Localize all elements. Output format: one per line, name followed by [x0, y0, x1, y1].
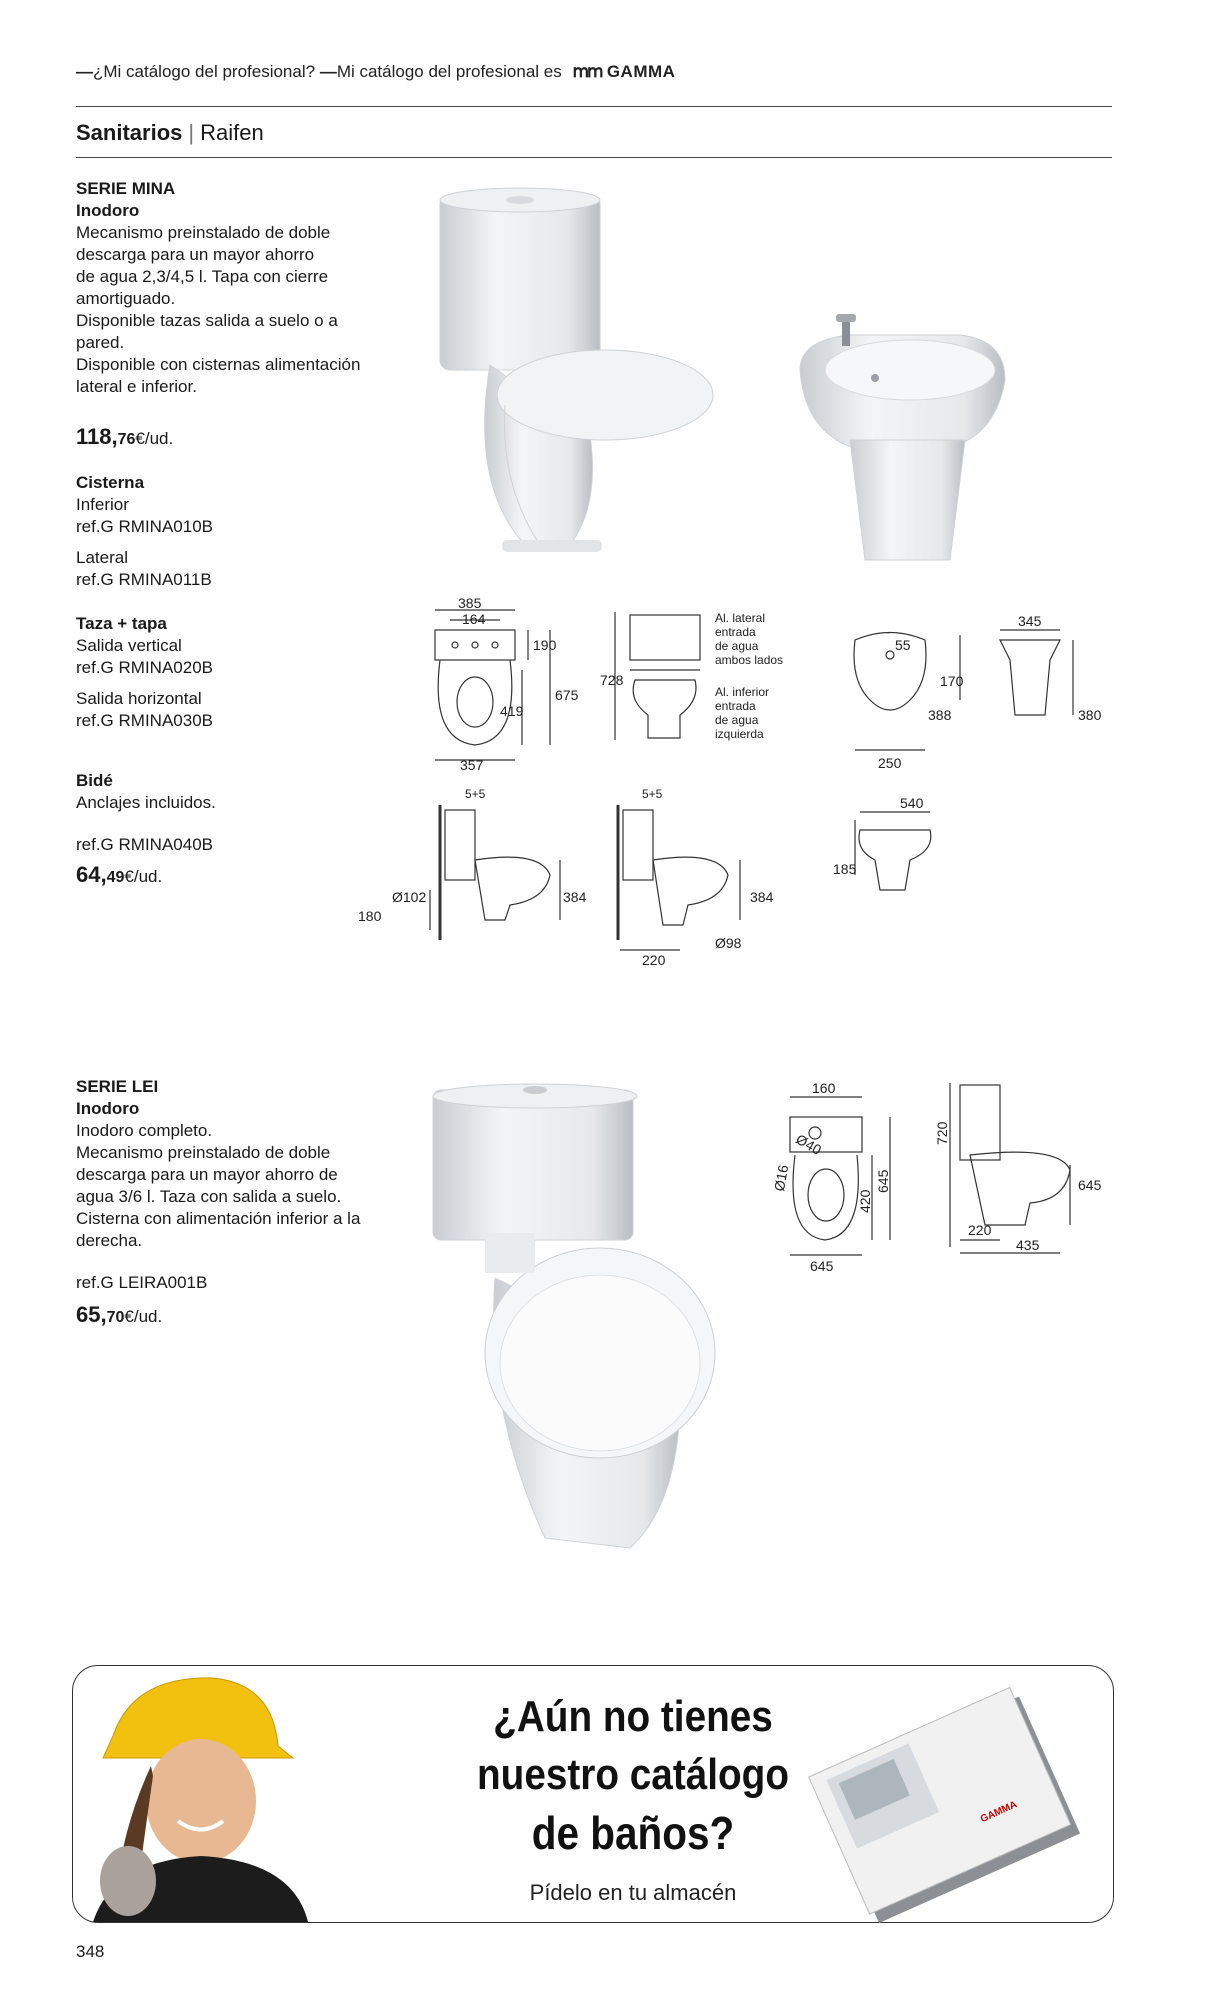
banner-line-3: de baños? [531, 1807, 735, 1859]
bide-title: Bidé [76, 771, 113, 790]
dim-5plus5-b: 5+5 [642, 787, 663, 801]
cisterna-inferior-ref: ref.G RMINA010B [76, 517, 213, 536]
lei-dim-720: 720 [934, 1121, 950, 1145]
taza-horizontal-ref: ref.G RMINA030B [76, 711, 213, 730]
dim-55: 55 [895, 637, 911, 653]
tagline-question: ¿Mi catálogo del profesional? [93, 62, 316, 81]
lei-ref: ref.G LEIRA001B [76, 1273, 208, 1292]
lei-series: SERIE LEI [76, 1077, 159, 1096]
lei-toilet-photo [425, 1078, 775, 1568]
dim-380: 380 [1078, 707, 1102, 723]
catalog-book-image [793, 1676, 1093, 1916]
taza-title: Taza + tapa [76, 614, 167, 633]
brand-logo-icon: ⅿⅿ [572, 62, 602, 81]
lei-desc-3: agua 3/6 l. Taza con salida a suelo. [76, 1187, 342, 1206]
lei-dim-435: 435 [1016, 1237, 1040, 1253]
lei-product: Inodoro [76, 1099, 140, 1118]
mina-technical-drawings [350, 590, 1102, 970]
dim-180: 180 [358, 908, 382, 924]
lei-dim-40: Ø40 [793, 1130, 825, 1158]
lei-price: 65,70€/ud. [76, 1302, 163, 1327]
lei-block [76, 1076, 396, 1294]
section-title: Sanitarios | Raifen [76, 120, 264, 145]
dim-98: Ø98 [715, 935, 742, 951]
note-lateral-2: de agua [715, 639, 759, 653]
header-tagline: —¿Mi catálogo del profesional? —Mi catálogo del profesional es ⅿⅿ GAMMA [76, 62, 676, 81]
bidet-photo [790, 310, 1020, 580]
mina-desc-3: amortiguado. [76, 289, 176, 308]
catalog-banner[interactable] [72, 1665, 1114, 1923]
dim-385: 385 [458, 595, 482, 611]
cisterna-lateral: Lateral [76, 548, 128, 567]
dim-5plus5: 5+5 [465, 787, 486, 801]
dim-388: 388 [928, 707, 952, 723]
note-lateral-1: entrada [715, 625, 756, 639]
bide-block [76, 770, 216, 856]
lei-dim-645-h: 645 [810, 1258, 834, 1274]
cisterna-block [76, 472, 213, 591]
note-lateral-0: Al. lateral [715, 611, 766, 625]
mina-desc-4: Disponible tazas salida a suelo o a [76, 311, 338, 330]
lei-technical-drawings [770, 1075, 1130, 1275]
mina-desc-7: lateral e inferior. [76, 377, 197, 396]
cisterna-lateral-ref: ref.G RMINA011B [76, 570, 212, 589]
lei-dim-645-v: 645 [875, 1169, 891, 1193]
dim-419: 419 [500, 703, 524, 719]
dim-357: 357 [460, 757, 484, 773]
bide-price: 64,49€/ud. [76, 862, 163, 887]
mina-product: Inodoro [76, 201, 140, 220]
dim-185: 185 [833, 861, 857, 877]
lei-desc-5: derecha. [76, 1231, 143, 1250]
mina-price: 118,76€/ud. [76, 424, 174, 449]
bide-ref: ref.G RMINA040B [76, 835, 213, 854]
note-inferior-0: Al. inferior [715, 685, 770, 699]
lei-dim-420: 420 [857, 1189, 873, 1213]
mina-desc-2: de agua 2,3/4,5 l. Tapa con cierre [76, 267, 329, 286]
banner-line-1: ¿Aún no tienes [493, 1692, 773, 1741]
section-brand: Raifen [200, 120, 264, 145]
taza-horizontal: Salida horizontal [76, 689, 202, 708]
banner-line-2: nuestro catálogo [477, 1750, 789, 1799]
lei-desc-4: Cisterna con alimentación inferior a la [76, 1209, 361, 1228]
lei-desc-1: Mecanismo preinstalado de doble [76, 1143, 331, 1162]
note-inferior-3: izquierda [715, 727, 764, 741]
dim-164: 164 [462, 611, 486, 627]
dim-170: 170 [940, 673, 964, 689]
bide-desc: Anclajes incluidos. [76, 793, 216, 812]
dim-250: 250 [878, 755, 902, 771]
mina-desc-6: Disponible con cisternas alimentación [76, 355, 361, 374]
dim-102: Ø102 [392, 889, 427, 905]
page-number: 348 [76, 1942, 105, 1961]
mina-desc-5: pared. [76, 333, 125, 352]
lei-dim-220: 220 [968, 1222, 992, 1238]
tagline-answer: Mi catálogo del profesional es [336, 62, 562, 81]
dim-345: 345 [1018, 613, 1042, 629]
mina-desc-0: Mecanismo preinstalado de doble [76, 223, 331, 242]
lei-dim-16: Ø16 [770, 1163, 792, 1193]
dim-540: 540 [900, 795, 924, 811]
mina-desc-1: descarga para un mayor ahorro [76, 245, 315, 264]
note-inferior-1: entrada [715, 699, 756, 713]
brand-logo [572, 62, 675, 81]
banner-subtitle: Pídelo en tu almacén [529, 1880, 737, 1905]
dim-675: 675 [555, 687, 579, 703]
section-rule [76, 157, 1112, 158]
lei-desc-0: Inodoro completo. [76, 1121, 213, 1140]
dim-220: 220 [642, 952, 666, 968]
brand-name: GAMMA [606, 62, 676, 81]
worker-photo [73, 1666, 333, 1922]
note-lateral-3: ambos lados [715, 653, 784, 667]
cisterna-inferior: Inferior [76, 495, 129, 514]
dim-384-b: 384 [750, 889, 774, 905]
header-rule [76, 106, 1112, 107]
note-inferior-2: de agua [715, 713, 759, 727]
mina-block [76, 178, 396, 398]
taza-vertical-ref: ref.G RMINA020B [76, 658, 213, 677]
mina-toilet-photo [430, 185, 730, 585]
book-brand: GAMMA [978, 1799, 1019, 1826]
section-category: Sanitarios [76, 120, 183, 145]
dim-384: 384 [563, 889, 587, 905]
cisterna-title: Cisterna [76, 473, 145, 492]
mina-series: SERIE MINA [76, 179, 176, 198]
dim-728: 728 [600, 672, 624, 688]
taza-block [76, 613, 213, 732]
taza-vertical: Salida vertical [76, 636, 182, 655]
lei-dim-160: 160 [812, 1080, 836, 1096]
dim-190: 190 [533, 637, 557, 653]
lei-desc-2: descarga para un mayor ahorro de [76, 1165, 338, 1184]
lei-dim-645-side: 645 [1078, 1177, 1102, 1193]
